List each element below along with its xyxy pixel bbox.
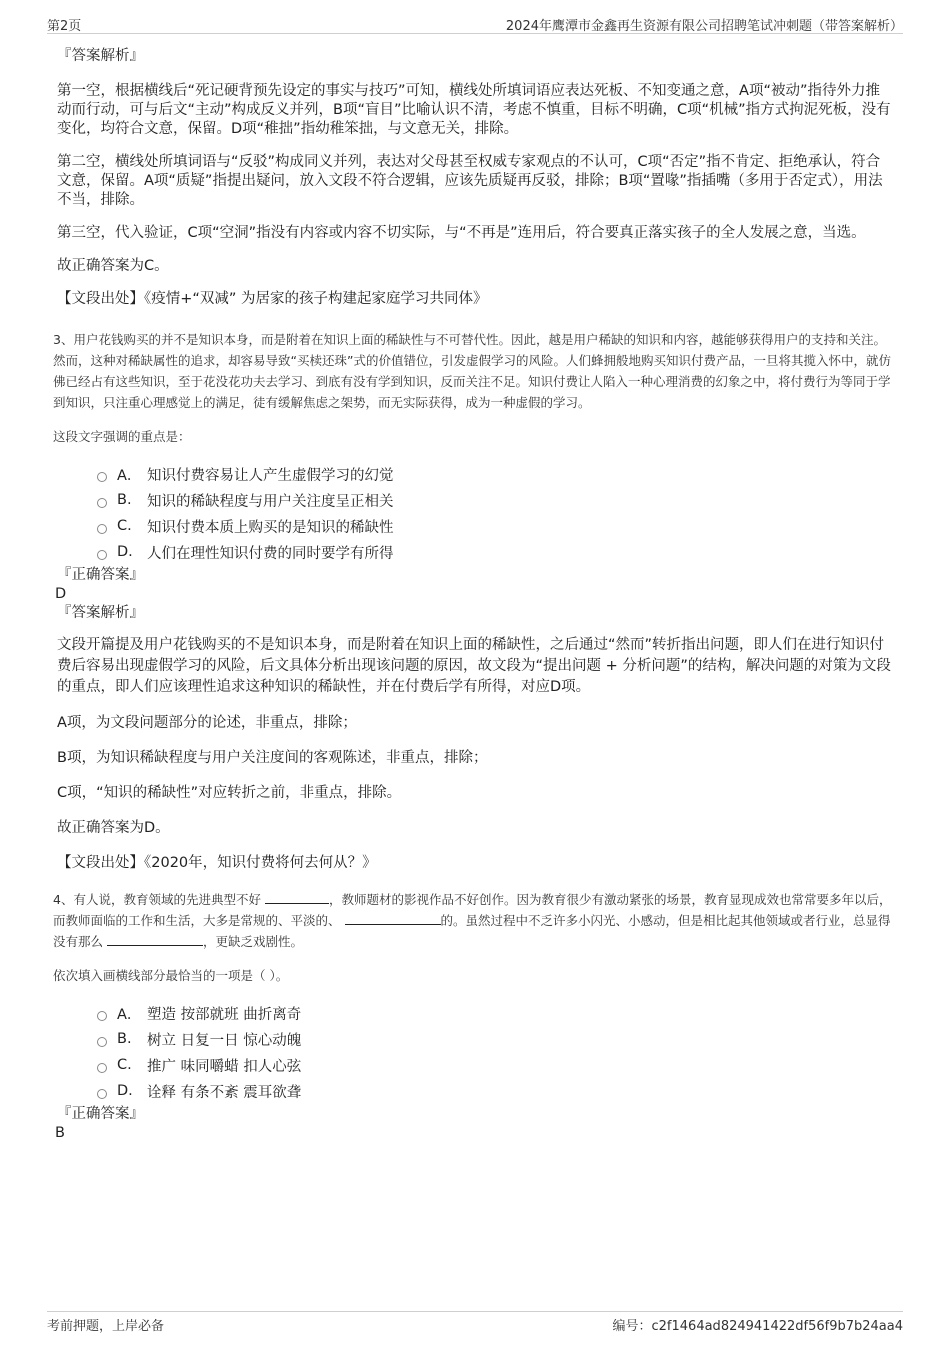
fill-blank	[107, 933, 203, 946]
option-a[interactable]: A． 知识付费容易让人产生虚假学习的幻觉	[97, 461, 892, 487]
question-text: 3、用户花钱购买的并不是知识本身，而是附着在知识上面的稀缺性与不可替代性。因此，越是用户稀缺的知识和内容，越能够获得用户的支持和关注。然而，这种对稀缺属性的追求，却容易导致“买椟还珠”式的价值错位，引发虚假学习的风险。人们蜂拥般地购买知识付费产品，一旦将其揽入怀中，就仿佛已经占有这些知识，至于花没花功夫去学习、到底有没有学到知识，反而关注不足。知识付费让人陷入一种心理消费的幻象之中，将付费行为等同于学到知识，只注重心理感觉上的满足，徒有缓解焦虑之架势，而无实际获得，成为一种虚假的学习。	[53, 332, 891, 410]
question-prompt: 这段文字强调的重点是：	[53, 429, 191, 444]
answer-conclusion: 故正确答案为D。	[57, 820, 170, 836]
page-number: 第2页	[47, 19, 82, 34]
page-footer	[47, 1311, 903, 1336]
document-code: 编号：c2f1464ad824941422df56f9b7b24aa4	[612, 1319, 903, 1334]
analysis-label: 『答案解析』	[57, 605, 144, 621]
passage-source: 【文段出处】《2020年，知识付费将何去何从？》	[57, 855, 377, 871]
option-a[interactable]: A． 塑造 按部就班 曲折离奇	[97, 1000, 892, 1026]
option-c[interactable]: C. 知识付费本质上购买的是知识的稀缺性	[97, 513, 892, 539]
analysis-paragraph: C项，“知识的稀缺性”对应转折之前，非重点，排除。	[57, 785, 402, 801]
correct-answer-label: 『正确答案』	[57, 1106, 144, 1122]
radio-icon[interactable]	[97, 524, 107, 534]
analysis-paragraph: 第二空，横线处所填词语与“反驳”构成同义并列，表达对父母甚至权威专家观点的不认可，C项“否定”指不肯定、拒绝承认，符合文意，保留。A项“质疑”指提出疑问，放入文段不符合逻辑，应该先质疑再反驳，排除；B项“置喙”指插嘴（多用于否定式），用法不当，排除。	[57, 154, 883, 208]
radio-icon[interactable]	[97, 498, 107, 508]
correct-answer: D	[55, 586, 67, 602]
analysis-paragraph: 第一空，根据横线后“死记硬背预先设定的事实与技巧”可知，横线处所填词语应表达死板、不知变通之意，A项“被动”指待外力推动而行动，可与后文“主动”构成反义并列，B项“盲目”比喻认识不清，考虑不慎重，目标不明确，C项“机械”指方式拘泥死板，没有变化，均符合文意，保留。D项“稚拙”指幼稚笨拙，与文意无关，排除。	[57, 83, 891, 137]
question-prompt: 依次填入画横线部分最恰当的一项是（ ）。	[53, 968, 289, 983]
analysis-paragraph: A项，为文段问题部分的论述，非重点，排除；	[57, 715, 357, 731]
page-header	[47, 13, 903, 34]
radio-icon[interactable]	[97, 1011, 107, 1021]
radio-icon[interactable]	[97, 472, 107, 482]
option-d[interactable]: D. 人们在理性知识付费的同时要学有所得	[97, 539, 892, 565]
radio-icon[interactable]	[97, 1037, 107, 1047]
answer-conclusion: 故正确答案为C。	[57, 258, 169, 274]
analysis-paragraph: 第三空，代入验证，C项“空洞”指没有内容或内容不切实际，与“不再是”连用后，符合要真正落实孩子的全人发展之意，当选。	[57, 225, 866, 241]
analysis-paragraph: B项，为知识稀缺程度与用户关注度间的客观陈述，非重点，排除；	[57, 750, 488, 766]
radio-icon[interactable]	[97, 550, 107, 560]
option-d[interactable]: D. 诠释 有条不紊 震耳欲聋	[97, 1078, 892, 1104]
correct-answer: B	[55, 1125, 65, 1141]
document-body	[53, 46, 892, 1142]
fill-blank	[345, 912, 441, 925]
radio-icon[interactable]	[97, 1089, 107, 1099]
option-c[interactable]: C. 推广 味同嚼蜡 扣人心弦	[97, 1052, 892, 1078]
option-list	[97, 1000, 892, 1104]
option-b[interactable]: B. 知识的稀缺程度与用户关注度呈正相关	[97, 487, 892, 513]
question-text: 4、有人说，教育领域的先进典型不好 ，教师题材的影视作品不好创作。因为教育很少有激动紧张的场景，教育显现成效也常常要多年以后，而教师面临的工作和生活，大多是常规的、平淡的、 的。虽然过程中不乏许多小闪光、小感动，但是相比起其他领域或者行业，总显得没有那么 ，更缺乏戏剧性。	[53, 892, 892, 949]
analysis-paragraph: 文段开篇提及用户花钱购买的不是知识本身，而是附着在知识上面的稀缺性，之后通过“然而”转折指出问题，即人们在进行知识付费后容易出现虚假学习的风险，后文具体分析出现该问题的原因，故文段为“提出问题 + 分析问题”的结构，解决问题的对策为文段的重点，即人们应该理性追求这种知识的稀缺性，并在付费后学有所得，对应D项。	[57, 637, 891, 695]
correct-answer-label: 『正确答案』	[57, 567, 144, 583]
radio-icon[interactable]	[97, 1063, 107, 1073]
option-list	[97, 461, 892, 565]
fill-blank	[265, 891, 329, 904]
option-b[interactable]: B. 树立 日复一日 惊心动魄	[97, 1026, 892, 1052]
document-title: 2024年鹰潭市金鑫再生资源有限公司招聘笔试冲刺题（带答案解析）	[505, 19, 903, 34]
analysis-label: 『答案解析』	[57, 48, 144, 64]
footer-slogan: 考前押题，上岸必备	[47, 1319, 165, 1334]
passage-source: 【文段出处】《疫情+“双减” 为居家的孩子构建起家庭学习共同体》	[57, 291, 488, 307]
